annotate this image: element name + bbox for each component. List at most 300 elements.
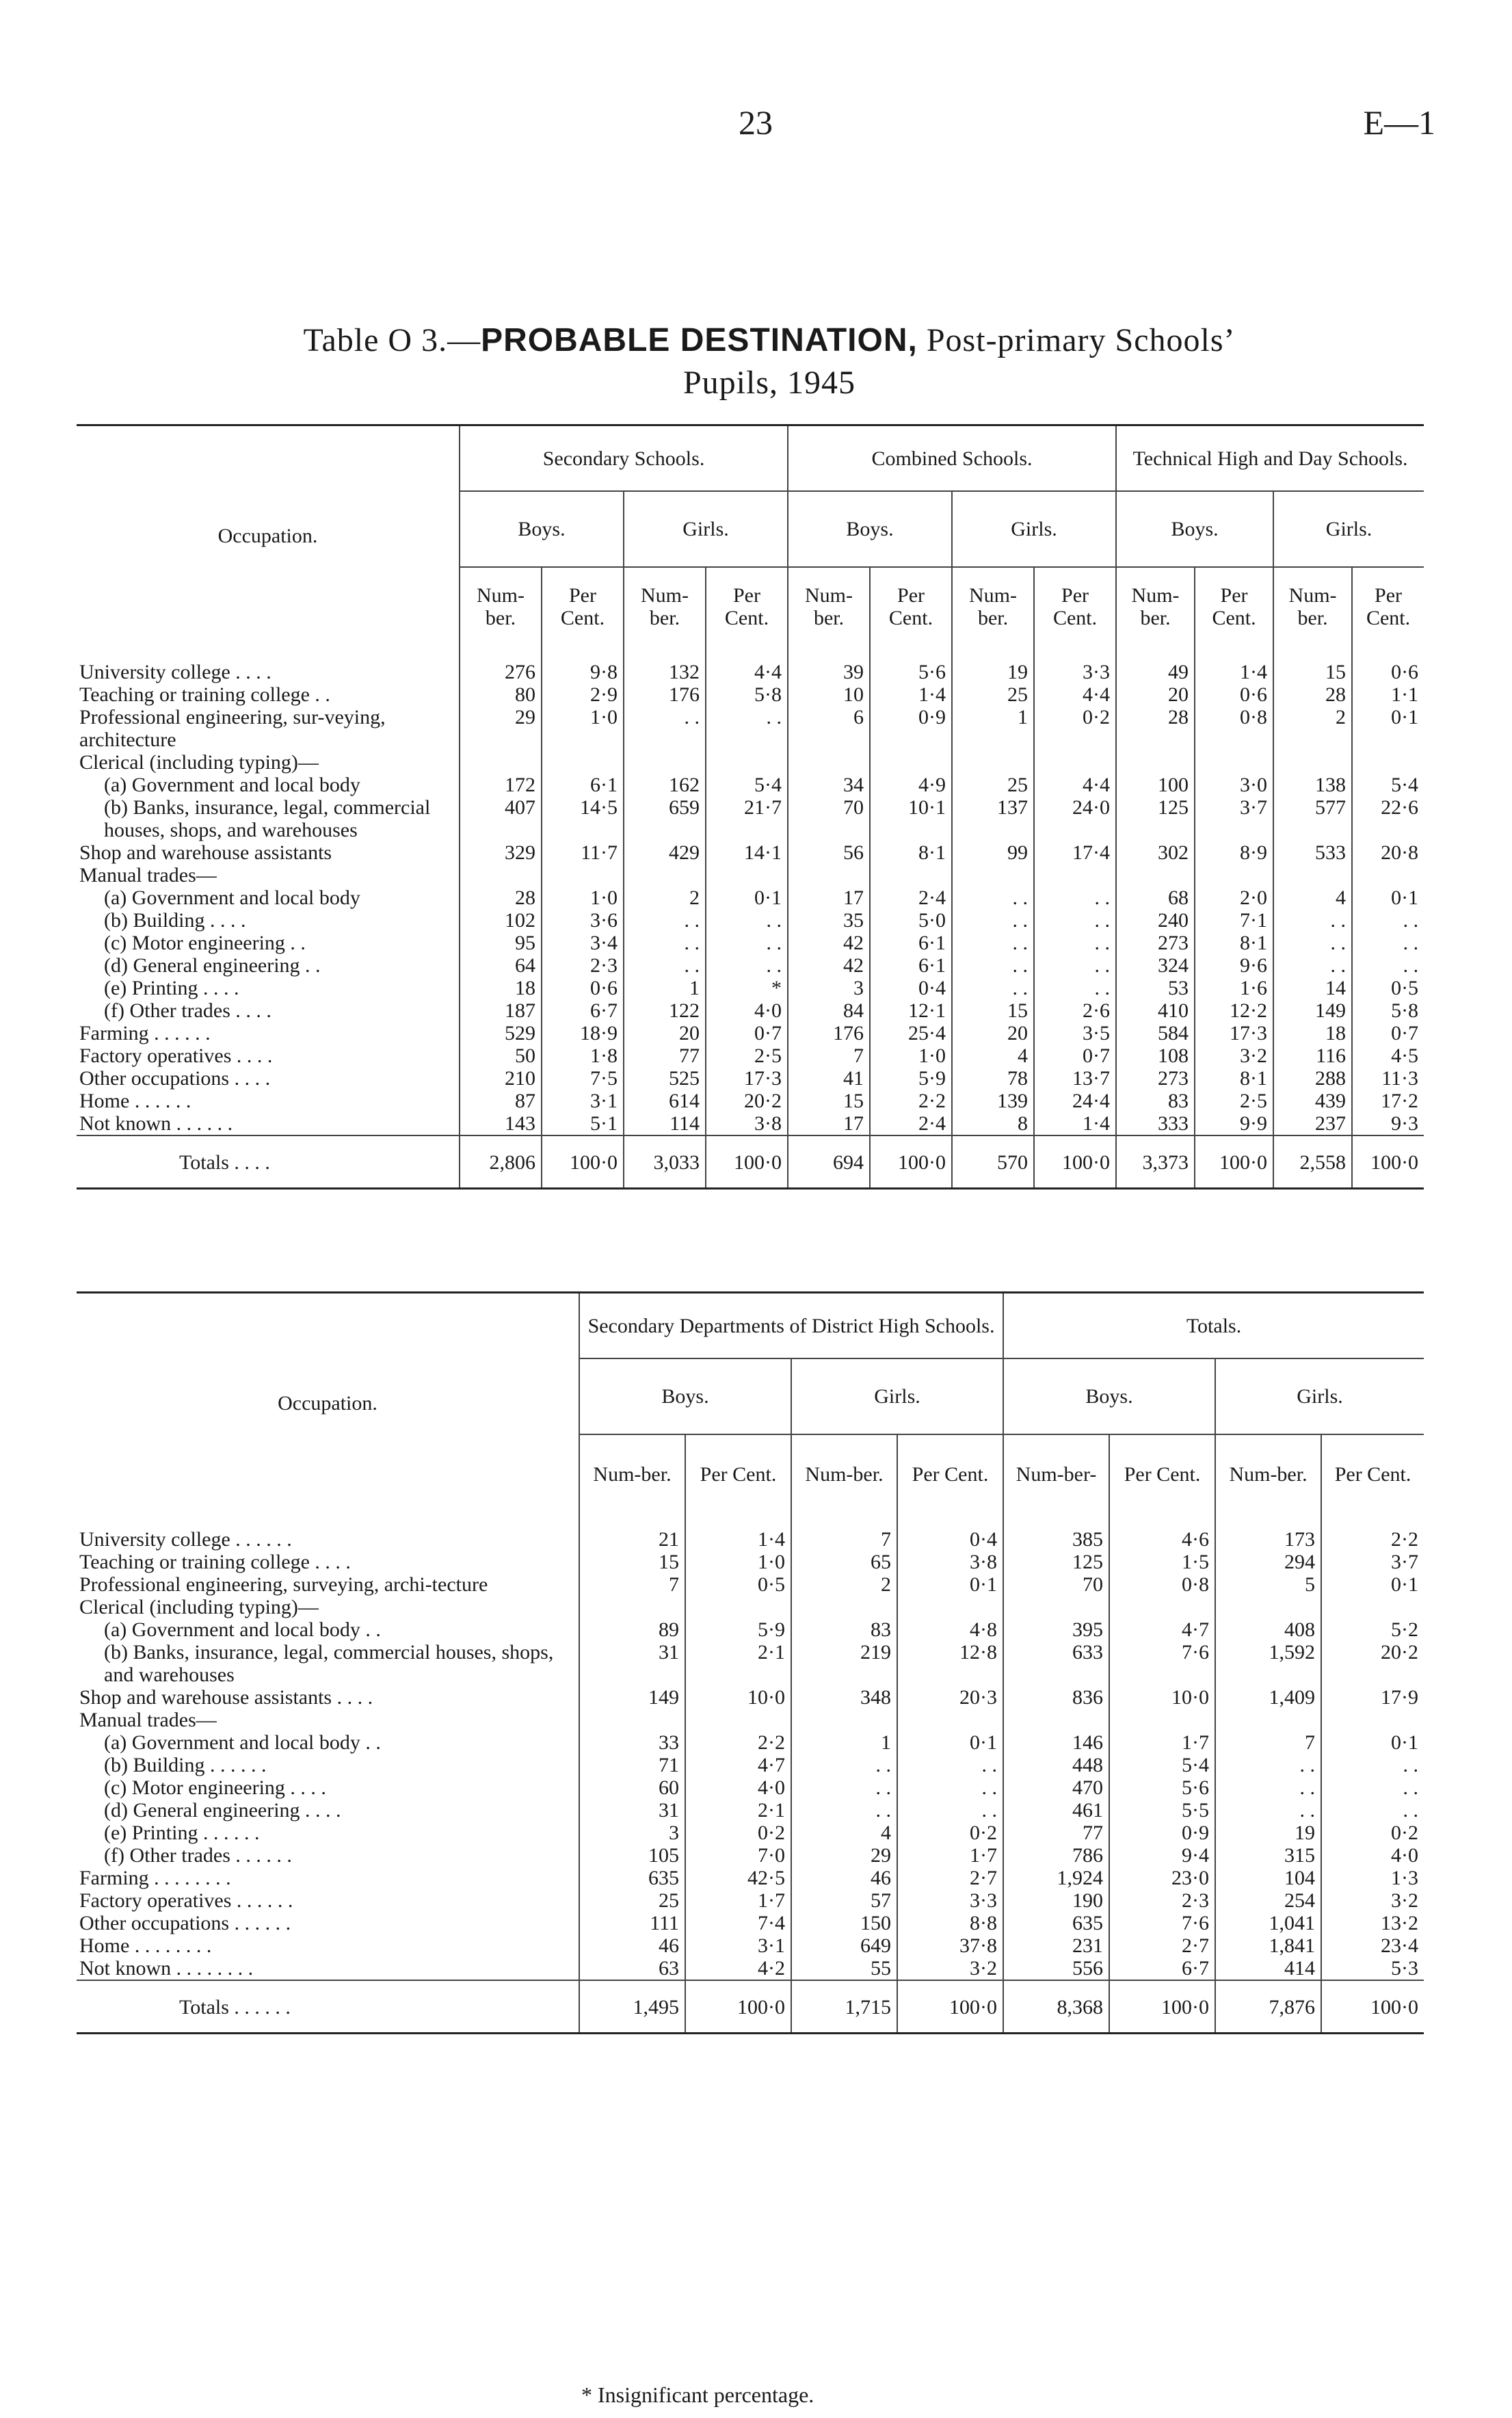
group-header: Totals. [1003,1293,1424,1359]
cell-value: 3·3 [1034,646,1116,683]
cell-value: 2·7 [897,1867,1003,1889]
cell-value: 29 [460,706,542,751]
cell-value [1034,864,1116,886]
cell-value: 0·5 [685,1573,791,1596]
cell-value: 5·6 [870,646,952,683]
cell-value: 5·4 [1352,774,1424,796]
total-value: 8,368 [1003,1980,1109,2034]
cell-value: 2·1 [685,1799,791,1822]
cell-value: 395 [1003,1618,1109,1641]
group-header: Combined Schools. [788,425,1116,492]
cell-value: 5 [1215,1573,1321,1596]
table-body [77,646,1424,1189]
cell-value: 122 [624,999,706,1022]
cell-value: 6·1 [870,954,952,977]
cell-value: 5·8 [1352,999,1424,1022]
cell-value: 4·7 [685,1754,791,1776]
cell-value: 1,924 [1003,1867,1109,1889]
cell-value: 5·9 [685,1618,791,1641]
sex-header: Boys. [1003,1358,1215,1434]
cell-value: 2·5 [706,1044,788,1067]
row-label: Shop and warehouse assistants . . . . [79,1686,373,1709]
column-header: Per Cent. [542,567,624,646]
cell-value: 8·9 [1195,841,1273,864]
cell-value: 439 [1273,1090,1352,1112]
cell-value: 9·4 [1109,1844,1215,1867]
row-label: Factory operatives . . . . . . [79,1889,293,1912]
row-label: Not known . . . . . . . . [77,1957,579,1980]
cell-value: 407 [460,796,542,841]
row-label: Other occupations . . . . [79,1067,271,1090]
cell-value: 2·3 [542,954,624,977]
cell-value: . . [1352,909,1424,932]
cell-value: 2·2 [685,1731,791,1754]
row-label: University college . . . . [79,661,271,683]
cell-value: 25 [952,683,1034,706]
cell-value: 7·1 [1195,909,1273,932]
cell-value: 5·0 [870,909,952,932]
cell-value: 20 [1116,683,1195,706]
table-row [77,864,1424,886]
cell-value: 3·1 [542,1090,624,1112]
row-label: Teaching or training college . . . . [79,1551,351,1573]
row-label: Factory operatives . . . . [79,1044,273,1067]
cell-value: 577 [1273,796,1352,841]
cell-value: 4·5 [1352,1044,1424,1067]
cell-value: 19 [1215,1822,1321,1844]
cell-value [1034,751,1116,774]
cell-value: 525 [624,1067,706,1090]
column-header: Per Cent. [1321,1434,1424,1513]
cell-value: . . [706,932,788,954]
cell-value: 146 [1003,1731,1109,1754]
cell-value: 125 [1116,796,1195,841]
table-row [77,1776,1424,1799]
cell-value: 5·3 [1321,1957,1424,1980]
cell-value: 17·4 [1034,841,1116,864]
sex-header: Boys. [460,491,624,567]
cell-value: 7 [579,1573,685,1596]
cell-value: 15 [579,1551,685,1573]
cell-value [1215,1709,1321,1731]
cell-value: 176 [788,1022,870,1044]
cell-value: 414 [1215,1957,1321,1980]
cell-value: . . [952,886,1034,909]
cell-value [542,864,624,886]
cell-value: 6 [788,706,870,751]
row-label: Shop and warehouse assistants [79,841,332,864]
cell-value: 4·4 [1034,774,1116,796]
total-value: 694 [788,1135,870,1189]
cell-value: 34 [788,774,870,796]
cell-value: 3·7 [1195,796,1273,841]
cell-value: 5·8 [706,683,788,706]
column-header: Num-ber. [579,1434,685,1513]
cell-value: 7·5 [542,1067,624,1090]
cell-value: 5·6 [1109,1776,1215,1799]
cell-value: 237 [1273,1112,1352,1135]
row-label: (a) Government and local body [104,886,360,909]
cell-value: 3·8 [706,1112,788,1135]
table-row [77,1573,1424,1596]
cell-value: 15 [1273,646,1352,683]
cell-value [624,864,706,886]
group-header: Secondary Departments of District High Schools. [579,1293,1003,1359]
cell-value: 37·8 [897,1934,1003,1957]
cell-value: 408 [1215,1618,1321,1641]
row-label: (f) Other trades . . . . [104,999,271,1022]
cell-value: 1·4 [1195,646,1273,683]
cell-value: 95 [460,932,542,954]
total-value: 100·0 [706,1135,788,1189]
cell-value: 22·6 [1352,796,1424,841]
cell-value: 4 [791,1822,897,1844]
table-row [77,1596,1424,1618]
cell-value: 385 [1003,1513,1109,1551]
cell-value: 7·6 [1109,1641,1215,1686]
table-row [77,1618,1424,1641]
cell-value: . . [1034,932,1116,954]
total-value: 2,558 [1273,1135,1352,1189]
total-value: 570 [952,1135,1034,1189]
cell-value: 77 [1003,1822,1109,1844]
table-row [77,1067,1424,1090]
row-label: Manual trades— [79,1709,217,1731]
table-row [77,977,1424,999]
row-label: Farming . . . . . . . . [79,1867,231,1889]
cell-value: 219 [791,1641,897,1686]
cell-value: 102 [460,909,542,932]
cell-value: 2·4 [870,886,952,909]
cell-value: . . [791,1776,897,1799]
cell-value: 17·3 [1195,1022,1273,1044]
cell-value: 1·0 [870,1044,952,1067]
table-row [77,1934,1424,1957]
cell-value: 25 [952,774,1034,796]
row-label: (a) Government and local body . . [104,1731,381,1754]
cell-value: . . [706,706,788,751]
cell-value: 1 [791,1731,897,1754]
cell-value: . . [624,954,706,977]
cell-value: 8 [952,1112,1034,1135]
cell-value: 6·7 [1109,1957,1215,1980]
cell-value: 20·2 [1321,1641,1424,1686]
column-header: Per Cent. [1034,567,1116,646]
column-header: Per Cent. [870,567,952,646]
cell-value: 53 [1116,977,1195,999]
cell-value: 0·6 [1352,646,1424,683]
cell-value: 2 [1273,706,1352,751]
cell-value: 18 [460,977,542,999]
occupation-header: Occupation. [77,1293,579,1514]
cell-value: 533 [1273,841,1352,864]
cell-value: 4·4 [706,646,788,683]
row-label: (a) Government and local body . . [104,1618,381,1641]
total-value: 100·0 [685,1980,791,2034]
cell-value: . . [624,706,706,751]
cell-value: 149 [1273,999,1352,1022]
group-header: Secondary Schools. [460,425,788,492]
cell-value [791,1596,897,1618]
cell-value: 14·5 [542,796,624,841]
cell-value: 556 [1003,1957,1109,1980]
page-number: 23 [739,103,773,142]
cell-value: 12·1 [870,999,952,1022]
cell-value [952,864,1034,886]
cell-value: . . [952,909,1034,932]
row-label: Professional engineering, sur-veying, architecture [79,706,386,751]
cell-value: 100 [1116,774,1195,796]
cell-value: 410 [1116,999,1195,1022]
row-label: (b) Banks, insurance, legal, commercial houses, shops, and warehouses [104,1641,554,1686]
cell-value: 329 [460,841,542,864]
cell-value: . . [706,954,788,977]
cell-value: 20·2 [706,1090,788,1112]
cell-value: 3·6 [542,909,624,932]
cell-value: . . [952,954,1034,977]
cell-value: 0·1 [1321,1573,1424,1596]
cell-value: 162 [624,774,706,796]
cell-value [706,864,788,886]
cell-value: 19 [952,646,1034,683]
cell-value: 28 [1273,683,1352,706]
cell-value: . . [952,932,1034,954]
cell-value: 83 [791,1618,897,1641]
cell-value: 6·1 [542,774,624,796]
cell-value: . . [1273,932,1352,954]
cell-value: . . [791,1754,897,1776]
total-value: 100·0 [870,1135,952,1189]
cell-value [685,1709,791,1731]
table-row [77,1641,1424,1686]
cell-value: . . [952,977,1034,999]
cell-value: 21 [579,1513,685,1551]
cell-value: 4·8 [897,1618,1003,1641]
cell-value: 1·4 [870,683,952,706]
cell-value: 17·3 [706,1067,788,1090]
cell-value: 0·6 [1195,683,1273,706]
cell-value: 1·0 [542,886,624,909]
row-label: (b) Banks, insurance, legal, commercial houses, shops, and warehouses [104,796,431,841]
cell-value: 0·1 [1352,886,1424,909]
cell-value: 10·0 [685,1686,791,1709]
table-district-totals [77,1291,1424,2034]
cell-value: 9·6 [1195,954,1273,977]
cell-value [1321,1709,1424,1731]
cell-value [1116,751,1195,774]
cell-value: 68 [1116,886,1195,909]
cell-value: 1,592 [1215,1641,1321,1686]
sex-header: Girls. [1273,491,1424,567]
group-header: Technical High and Day Schools. [1116,425,1424,492]
cell-value: 0·7 [1034,1044,1116,1067]
cell-value: 17·9 [1321,1686,1424,1709]
table-row [77,1090,1424,1112]
row-label: University college . . . . . . [79,1528,292,1551]
cell-value: . . [1352,954,1424,977]
cell-value: 12·2 [1195,999,1273,1022]
column-header: Num-ber. [788,567,870,646]
cell-value: 324 [1116,954,1195,977]
document-code: E—1 [1363,103,1435,142]
cell-value: 273 [1116,1067,1195,1090]
cell-value: 56 [788,841,870,864]
cell-value: 649 [791,1934,897,1957]
row-label: (d) General engineering . . . . [104,1799,341,1822]
cell-value: 20 [952,1022,1034,1044]
table-row [77,1709,1424,1731]
cell-value: 176 [624,683,706,706]
cell-value: 0·7 [706,1022,788,1044]
sex-header: Girls. [791,1358,1003,1434]
table-row [77,1957,1424,1980]
cell-value: . . [1034,909,1116,932]
cell-value: 15 [952,999,1034,1022]
row-label: (c) Motor engineering . . . . [104,1776,326,1799]
column-header: Per Cent. [1195,567,1273,646]
cell-value: 584 [1116,1022,1195,1044]
row-label: Not known . . . . . . [77,1112,460,1135]
column-header: Num-ber. [1116,567,1195,646]
cell-value: 1·0 [685,1551,791,1573]
cell-value: 635 [579,1867,685,1889]
cell-value: 41 [788,1067,870,1090]
cell-value: 4·2 [685,1957,791,1980]
total-value: 1,495 [579,1980,685,2034]
cell-value: . . [791,1799,897,1822]
total-value: 7,876 [1215,1980,1321,2034]
row-label: Teaching or training college . . [79,683,330,706]
sex-header: Boys. [1116,491,1273,567]
cell-value [1003,1709,1109,1731]
cell-value: 190 [1003,1889,1109,1912]
cell-value: 20·8 [1352,841,1424,864]
cell-value: 4·4 [1034,683,1116,706]
cell-value: 5·4 [1109,1754,1215,1776]
cell-value: 71 [579,1754,685,1776]
cell-value: 114 [624,1112,706,1135]
cell-value: 2·9 [542,683,624,706]
cell-value: 187 [460,999,542,1022]
row-label: Clerical (including typing)— [79,751,319,774]
cell-value: 46 [791,1867,897,1889]
total-value: 100·0 [542,1135,624,1189]
total-value: 3,373 [1116,1135,1195,1189]
cell-value [624,751,706,774]
sex-header: Boys. [788,491,952,567]
column-header: Num-ber. [460,567,542,646]
table-row [77,646,1424,683]
cell-value: . . [1215,1754,1321,1776]
cell-value: 143 [460,1112,542,1135]
row-label: (d) General engineering . . [104,954,321,977]
table-row [77,886,1424,909]
table-row [77,954,1424,977]
table-row [77,796,1424,841]
cell-value: 7 [788,1044,870,1067]
cell-value: 3·2 [897,1957,1003,1980]
cell-value: 4·0 [1321,1844,1424,1867]
cell-value: 1·3 [1321,1867,1424,1889]
cell-value: 1·6 [1195,977,1273,999]
table-row [77,1912,1424,1934]
cell-value: 8·1 [870,841,952,864]
total-value: 2,806 [460,1135,542,1189]
cell-value: 0·4 [870,977,952,999]
row-label: Farming . . . . . . [79,1022,211,1044]
total-value: 100·0 [1109,1980,1215,2034]
table-row [77,1731,1424,1754]
cell-value: 7 [1215,1731,1321,1754]
table-row [77,1867,1424,1889]
table-schools [77,424,1424,1190]
cell-value: 17 [788,1112,870,1135]
cell-value: 28 [460,886,542,909]
cell-value: 1·8 [542,1044,624,1067]
totals-row [77,1980,1424,2034]
cell-value: * [706,977,788,999]
cell-value: . . [706,909,788,932]
cell-value: 614 [624,1090,706,1112]
cell-value: 150 [791,1912,897,1934]
cell-value: 0·1 [1352,706,1424,751]
cell-value: 55 [791,1957,897,1980]
table-row [77,1844,1424,1867]
cell-value: 3 [579,1822,685,1844]
cell-value: 10·1 [870,796,952,841]
cell-value: . . [897,1776,1003,1799]
cell-value [897,1709,1003,1731]
cell-value: 60 [579,1776,685,1799]
column-header: Per Cent. [685,1434,791,1513]
sex-header: Girls. [624,491,788,567]
cell-value: 3·8 [897,1551,1003,1573]
cell-value: 84 [788,999,870,1022]
cell-value: 2·4 [870,1112,952,1135]
cell-value [1116,864,1195,886]
cell-value: 1·4 [685,1513,791,1551]
cell-value: 2 [624,886,706,909]
cell-value: 348 [791,1686,897,1709]
cell-value: 0·6 [542,977,624,999]
cell-value: 7·6 [1109,1912,1215,1934]
cell-value: 20 [624,1022,706,1044]
table-row [77,1044,1424,1067]
cell-value: 5·5 [1109,1799,1215,1822]
cell-value: 1,409 [1215,1686,1321,1709]
cell-value: 63 [579,1957,685,1980]
cell-value: 3·5 [1034,1022,1116,1044]
column-header: Per Cent. [897,1434,1003,1513]
cell-value [1003,1596,1109,1618]
cell-value: 18·9 [542,1022,624,1044]
cell-value: 21·7 [706,796,788,841]
table-body [77,1513,1424,2034]
table-row [77,909,1424,932]
total-value: 100·0 [897,1980,1003,2034]
column-header: Per Cent. [1109,1434,1215,1513]
cell-value: 89 [579,1618,685,1641]
cell-value: 1·0 [542,706,624,751]
cell-value [788,864,870,886]
cell-value: 9·9 [1195,1112,1273,1135]
table-row [77,706,1424,751]
cell-value: 210 [460,1067,542,1090]
sex-header: Girls. [1215,1358,1424,1434]
cell-value: 17 [788,886,870,909]
row-label: Clerical (including typing)— [79,1596,319,1618]
table-row [77,1513,1424,1551]
